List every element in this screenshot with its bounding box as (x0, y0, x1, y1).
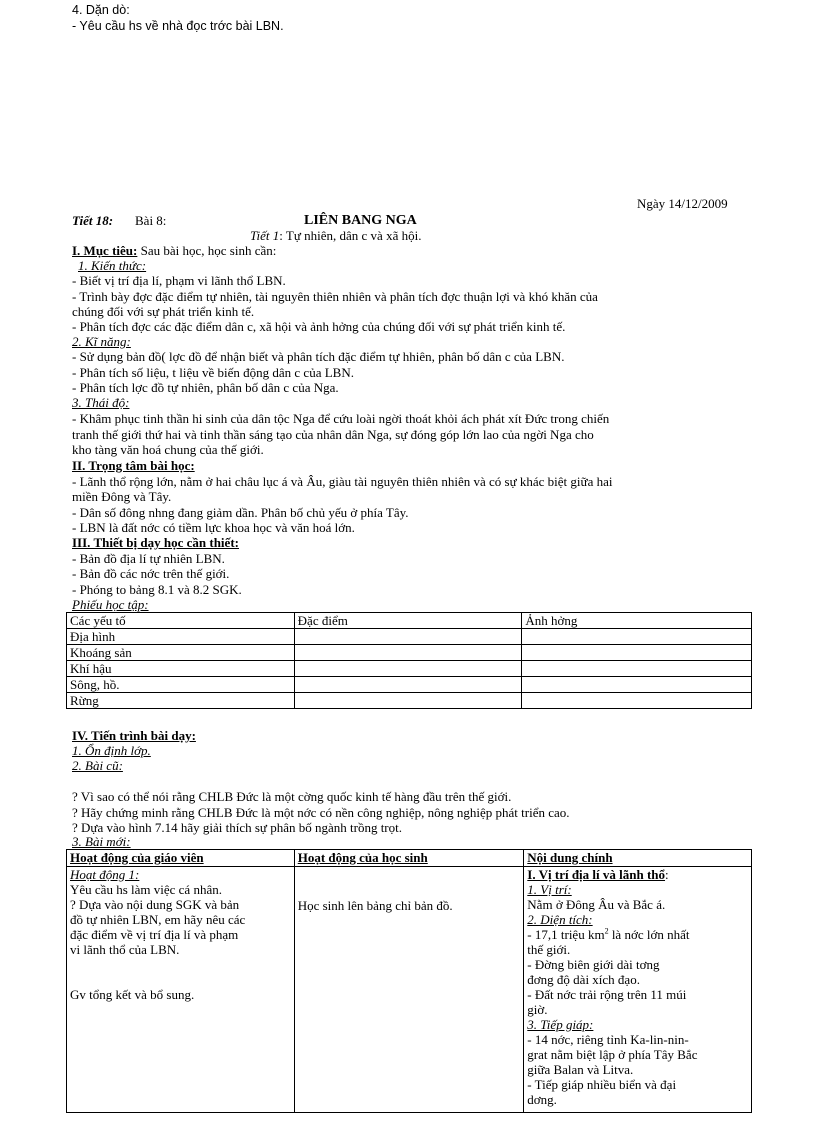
table-row (67, 661, 752, 677)
student-activity-cell (294, 867, 524, 1113)
location-text: Nằm ở Đông Âu và Bắc á. (527, 897, 666, 912)
table-row (67, 629, 752, 645)
homework-line: - Yêu cầu hs về nhà đọc trớc bài LBN. (72, 19, 284, 33)
equipment-line: - Bản đồ các nớc trên thế giới. (72, 566, 230, 581)
attitude-heading: 3. Thái độ: (72, 395, 130, 410)
table-header-row (67, 850, 752, 867)
main-content-cell (524, 867, 752, 1113)
area-line: giờ. (527, 1002, 548, 1017)
equipment-line: - Bản đồ địa lí tự nhiên LBN. (72, 551, 225, 566)
worksheet-heading: Phiếu học tập: (72, 597, 149, 612)
equipment-heading: III. Thiết bị dạy học cần thiết: (72, 535, 239, 550)
procedure-heading: IV. Tiến trình bài dạy: (72, 728, 196, 743)
content-heading-colon: : (665, 867, 669, 882)
area-superscript: 2 (604, 926, 609, 936)
lesson-unit: Bài 8: (135, 213, 167, 228)
table-cell: Khoáng sản (67, 645, 295, 661)
attitude-line: - Khâm phục tinh thần hi sinh của dân tộc Nga để cứu loài ngời thoát khỏi ách phát xít Đức trong chiến (72, 411, 610, 426)
skills-heading: 2. Kĩ năng: (72, 334, 131, 349)
worksheet-table (66, 612, 752, 709)
table-cell: Địa hình (67, 629, 295, 645)
review-question: ? Hãy chứng minh rằng CHLB Đức là một nớc có nền công nghiệp, nông nghiệp phát triển cao. (72, 805, 570, 820)
teacher-line: vi lãnh thổ của LBN. (70, 942, 180, 957)
focus-line: - Lãnh thổ rộng lớn, nằm ở hai châu lục á và Âu, giàu tài nguyên thiên nhiên và có sự khác biệt giữa hai (72, 474, 613, 489)
teacher-activity-cell (67, 867, 295, 1113)
focus-line: miền Đông và Tây. (72, 489, 172, 504)
table-row (67, 693, 752, 709)
border-line: dơng. (527, 1092, 557, 1107)
table-cell: Khí hậu (67, 661, 295, 677)
procedure-step-2: 2. Bài cũ: (72, 758, 123, 773)
content-heading: I. Vị trí địa lí và lãnh thổ (527, 867, 666, 882)
area-line (527, 927, 748, 942)
teacher-line: Yêu cầu hs làm việc cá nhân. (70, 882, 222, 897)
table-header-cell: Các yếu tố (67, 613, 295, 629)
area-line: thế giới. (527, 942, 571, 957)
table-cell-empty[interactable] (294, 677, 522, 693)
skills-line: - Sử dụng bản đồ( lợc đồ để nhận biết và phân tích đặc điểm tự hhiên, phân bố dân c của LBN. (72, 349, 565, 364)
area-line: đơng độ dài xích đạo. (527, 972, 640, 987)
activity-1-heading: Hoạt động 1: (70, 867, 140, 882)
lesson-title: LIÊN BANG NGA (304, 213, 417, 228)
focus-heading: II. Trọng tâm bài học: (72, 458, 195, 473)
table-cell-empty[interactable] (522, 661, 752, 677)
procedure-step-3: 3. Bài mới: (72, 834, 131, 849)
section-4-heading: 4. Dặn dò: (72, 3, 130, 17)
knowledge-line: chúng đối với sự phát triển kinh tế. (72, 304, 255, 319)
knowledge-line: - Trình bày đợc đặc điểm tự nhiên, tài nguyên thiên nhiên và phân tích đợc thuận lợi và khó khăn của (72, 289, 598, 304)
lesson-number: Tiết 18: (72, 213, 114, 228)
teacher-line: ? Dựa vào nội dung SGK và bản (70, 897, 240, 912)
knowledge-line: - Phân tích đợc các đặc điểm dân c, xã hội và ảnh hởng của chúng đối với sự phát triển kinh tế. (72, 319, 566, 334)
table-header-cell: Ảnh hởng (522, 613, 752, 629)
lesson-subtitle (250, 228, 421, 243)
table-cell-empty[interactable] (522, 677, 752, 693)
area-line: - Đất nớc trải rộng trên 11 múi (527, 987, 687, 1002)
subtitle-text: : Tự nhiên, dân c và xã hội. (279, 228, 422, 243)
lesson-date: Ngày 14/12/2009 (637, 196, 728, 211)
area-line: - Đờng biên giới dài tơng (527, 957, 660, 972)
knowledge-line: - Biết vị trí địa lí, phạm vi lãnh thổ LBN. (72, 273, 286, 288)
border-line: giữa Balan và Litva. (527, 1062, 634, 1077)
skills-line: - Phân tích lợc đồ tự nhiên, phân bố dân c của Nga. (72, 380, 339, 395)
table-cell-empty[interactable] (522, 645, 752, 661)
teacher-line: đặc điểm về vị trí địa lí và phạm (70, 927, 239, 942)
table-cell-empty[interactable] (294, 693, 522, 709)
skills-line: - Phân tích số liệu, t liệu về biến động dân c của LBN. (72, 365, 354, 380)
table-header-cell: Hoạt động của giáo viên (67, 850, 295, 867)
procedure-step-1: 1. Ổn định lớp. (72, 743, 151, 758)
student-line: Học sinh lên bảng chỉ bản đồ. (297, 898, 453, 913)
border-line: - Tiếp giáp nhiều biển và đại (527, 1077, 677, 1092)
table-cell: Sông, hồ. (67, 677, 295, 693)
review-question: ? Vì sao có thể nói rằng CHLB Đức là một cờng quốc kinh tế hàng đầu trên thế giới. (72, 789, 512, 804)
border-line: - 14 nớc, riêng tỉnh Ka-lin-nin- (527, 1032, 689, 1047)
location-heading: 1. Vị trí: (527, 882, 572, 897)
objectives-heading-line (72, 243, 276, 258)
activities-table (66, 849, 752, 1113)
table-row (67, 867, 752, 1113)
attitude-line: tranh thế giới thứ hai và tinh thần sáng tạo của nhân dân Nga, sự đóng góp lớn lao của ngời Nga cho (72, 427, 594, 442)
focus-line: - LBN là đất nớc có tiềm lực khoa học và văn hoá lớn. (72, 520, 355, 535)
table-cell-empty[interactable] (294, 645, 522, 661)
table-header-cell: Đặc điểm (294, 613, 522, 629)
content-heading-line (527, 867, 748, 882)
border-heading: 3. Tiếp giáp: (527, 1017, 594, 1032)
area-heading: 2. Diện tích: (527, 912, 593, 927)
table-row (67, 677, 752, 693)
table-header-cell: Hoạt động của học sinh (294, 850, 524, 867)
attitude-line: kho tàng văn hoá chung của thế giới. (72, 442, 264, 457)
border-line: grat nằm biệt lập ở phía Tây Bắc (527, 1047, 698, 1062)
table-cell: Rừng (67, 693, 295, 709)
teacher-summary: Gv tổng kết và bổ sung. (70, 987, 195, 1002)
table-cell-empty[interactable] (294, 629, 522, 645)
table-header-row (67, 613, 752, 629)
subtitle-label: Tiết 1 (250, 228, 280, 243)
area-tail: là nớc lớn nhất (608, 927, 690, 942)
objectives-intro: Sau bài học, học sinh cần: (137, 243, 277, 258)
area-value: - 17,1 triệu km (527, 927, 605, 942)
table-cell-empty[interactable] (294, 661, 522, 677)
objectives-heading: I. Mục tiêu: (72, 243, 138, 258)
equipment-line: - Phóng to bảng 8.1 và 8.2 SGK. (72, 582, 242, 597)
teacher-line: đồ tự nhiên LBN, em hãy nêu các (70, 912, 246, 927)
table-cell-empty[interactable] (522, 693, 752, 709)
knowledge-heading: 1. Kiến thức: (78, 258, 147, 273)
table-cell-empty[interactable] (522, 629, 752, 645)
focus-line: - Dân số đông nhng đang giảm dần. Phân bố chủ yếu ở phía Tây. (72, 505, 409, 520)
table-header-cell: Nội dung chính (524, 850, 752, 867)
review-question: ? Dựa vào hình 7.14 hãy giải thích sự phân bố ngành trồng trọt. (72, 820, 403, 835)
table-row (67, 645, 752, 661)
